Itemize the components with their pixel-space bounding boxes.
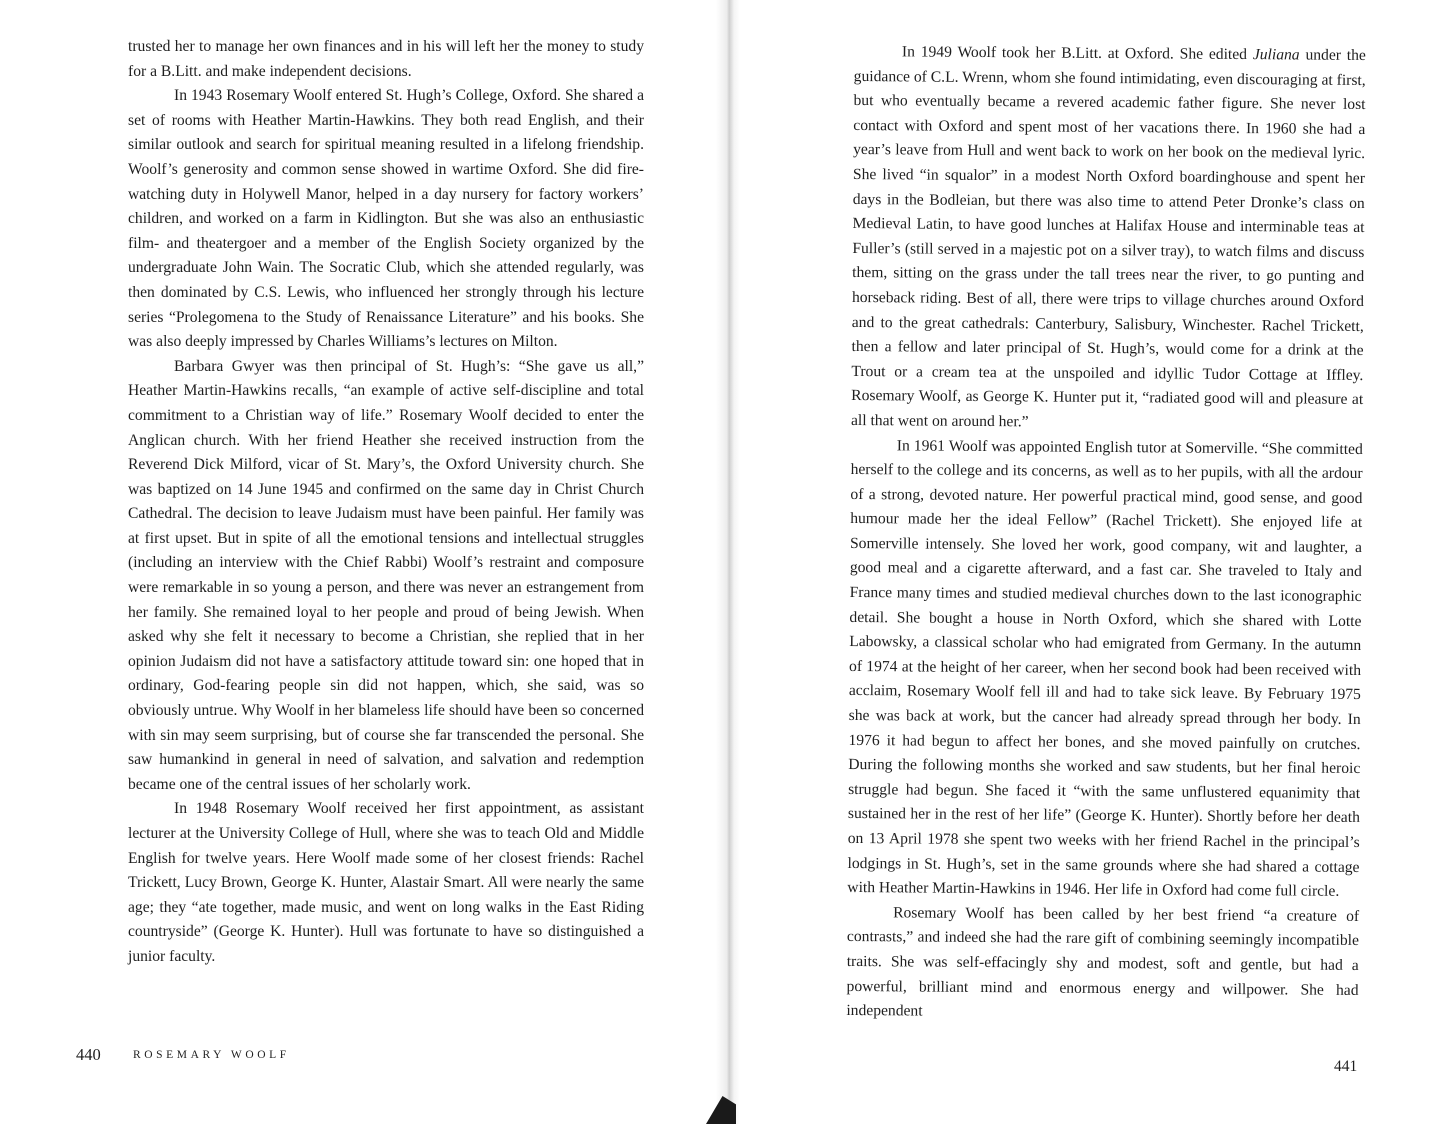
right-paragraph-2: In 1961 Woolf was appointed English tutor at Somerville. “She committed herself to the college and its concerns, as well as to her pupils, with all the ardour of a strong, devoted nature. Her powerful practical mind, good sense, and good humour made her the ideal Fellow” (Rachel Trickett). She enjoyed life at Somerville intensely. She loved her work, good company, wit and laughter, a good meal and a cigarette afterward, and a fast car. She traveled to Italy and France many times and studied medieval churches down to the last iconographic detail. She bought a house in North Oxford, which she shared with Lotte Labowsky, a classical scholar who had emigrated from Germany. In the autumn of 1974 at the height of her career, when her second book had been received with acclaim, Rosemary Woolf fell ill and had to take sick leave. By February 1975 she was back at work, but the cancer had already spread through her body. In 1976 it had begun to affect her bones, and she moved painfully on crutches. During the following months she worked and saw students, but her final heroic struggle had begun. She faced it “with the same unflustered equanimity that sustained her in the rest of her life” (George K. Hunter). Shortly before her death on 13 April 1978 she spent two weeks with her friend Rachel in the principal’s lodgings in St. Hugh’s, set in the same grounds where she had shared a cottage with Heather Martin-Hawkins in 1946. Her life in Oxford had come full circle.: [847, 436, 1363, 901]
page-number-left: 440: [76, 1045, 101, 1064]
right-paragraph-1: [851, 40, 1366, 438]
right-paragraph-1-end: under the guidance of C.L. Wrenn, whom she found intimidating, even discouraging at first, but who eventually became a revered academic father figure. She never lost contact with Oxford and spent most of her vacations there. In 1960 she had a year’s leave from Hull and went back to work on her book on the medieval lyric. She lived “in squalor” in a modest North Oxford boardinghouse and spent her days in the Bodleian, but there was also time to attend Peter Dronke’s class on Medieval Latin, to have good lunches at Halifax House and interminable teas at Fuller’s (still served in a majestic pot on a silver tray), to watch films and discuss them, sitting on the grass under the tall trees near the river, to go punting and horseback riding. Best of all, there were trips to village churches around Oxford and to the great cathedrals: Canterbury, Salisbury, Winchester. Rachel Trickett, then a fellow and later principal of St. Hugh’s, would come for a drink at the Trout or a cream tea at the unspoiled and idyllic Tudor Cottage at Iffley. Rosemary Woolf, as George K. Hunter put it, “radiated good will and pleasure at all that went on around her.”: [850, 46, 1366, 431]
left-paragraph-4: In 1948 Rosemary Woolf received her first appointment, as assistant lecturer at the University College of Hull, where she was to teach Old and Middle English for twelve years. Here Woolf made some of her closest friends: Rachel Trickett, Lucy Brown, George K. Hunter, Alastair Smart. All were nearly the same age; they “ate together, made music, and went on long walks in the East Riding countryside” (George K. Hunter). Hull was fortunate to have so distinguished a junior faculty.: [128, 800, 644, 965]
running-head: ROSEMARY WOOLF: [133, 1049, 290, 1061]
right-page-body: [846, 40, 1366, 1028]
right-paragraph-3: Rosemary Woolf has been called by her best friend “a creature of contrasts,” and indeed she had the rare gift of combining seemingly incompatible traits. She was self-effacingly shy and modest, soft and gentle, but had a powerful, brilliant mind and enormous energy and willpower. She had independent: [846, 904, 1360, 1020]
page-number-right: 441: [1334, 1058, 1358, 1075]
left-paragraph-3: Barbara Gwyer was then principal of St. Hugh’s: “She gave us all,” Heather Martin-Hawkins recalls, “an example of active self-discipline and total commitment to a Christian way of life.” Rosemary Woolf decided to enter the Anglican church. With her friend Heather she received instruction from the Reverend Dick Milford, vicar of St. Mary’s, the Oxford University church. She was baptized on 14 June 1945 and confirmed on the same day in Christ Church Cathedral. The decision to leave Judaism must have been painful. Her family was at first upset. But in spite of all the emotional tensions and intellectual struggles (including an interview with the Chief Rabbi) Woolf’s restraint and composure were remarkable in so young a person, and there was never an estrangement from her family. She remained loyal to her people and proud of being Jewish. When asked why she felt it necessary to become a Christian, she replied that in her opinion Judaism did not have a satisfactory attitude toward sin: one hoped that in ordinary, God-fearing people sin did not happen, which, she said, was so obviously untrue. Why Woolf in her blameless life should have been so concerned with sin may seem surprising, but of course she far transcended the personal. She saw humankind in general in need of salvation, and salvation and redemption became one of the central issues of her scholarly work.: [128, 357, 644, 793]
left-page-body: [128, 35, 644, 970]
book-gutter: [716, 0, 740, 1124]
left-paragraph-2: In 1943 Rosemary Woolf entered St. Hugh’s College, Oxford. She shared a set of rooms with Heather Martin-Hawkins. They both read English, and their similar outlook and search for spiritual meaning resulted in a lifelong friendship. Woolf’s generosity and common sense showed in wartime Oxford. She did fire-watching duty in Holywell Manor, helped in a day nursery for factory workers’ children, and worked on a farm in Kidlington. But she was also an enthusiastic film- and theatergoer and a member of the English Society organized by the undergraduate John Wain. The Socratic Club, which she attended regularly, was then dominated by C.S. Lewis, who influenced her strongly through his lecture series “Prolegomena to the Study of Renaissance Literature” and his books. She was also deeply impressed by Charles Williams’s lectures on Milton.: [128, 87, 644, 351]
right-paragraph-1-start: In 1949 Woolf took her B.Litt. at Oxford. She edited: [901, 43, 1253, 64]
left-paragraph-1: trusted her to manage her own finances and in his will left her the money to study for a B.Litt. and make independent decisions.: [128, 38, 644, 80]
book-title-juliana: Juliana: [1252, 46, 1300, 64]
